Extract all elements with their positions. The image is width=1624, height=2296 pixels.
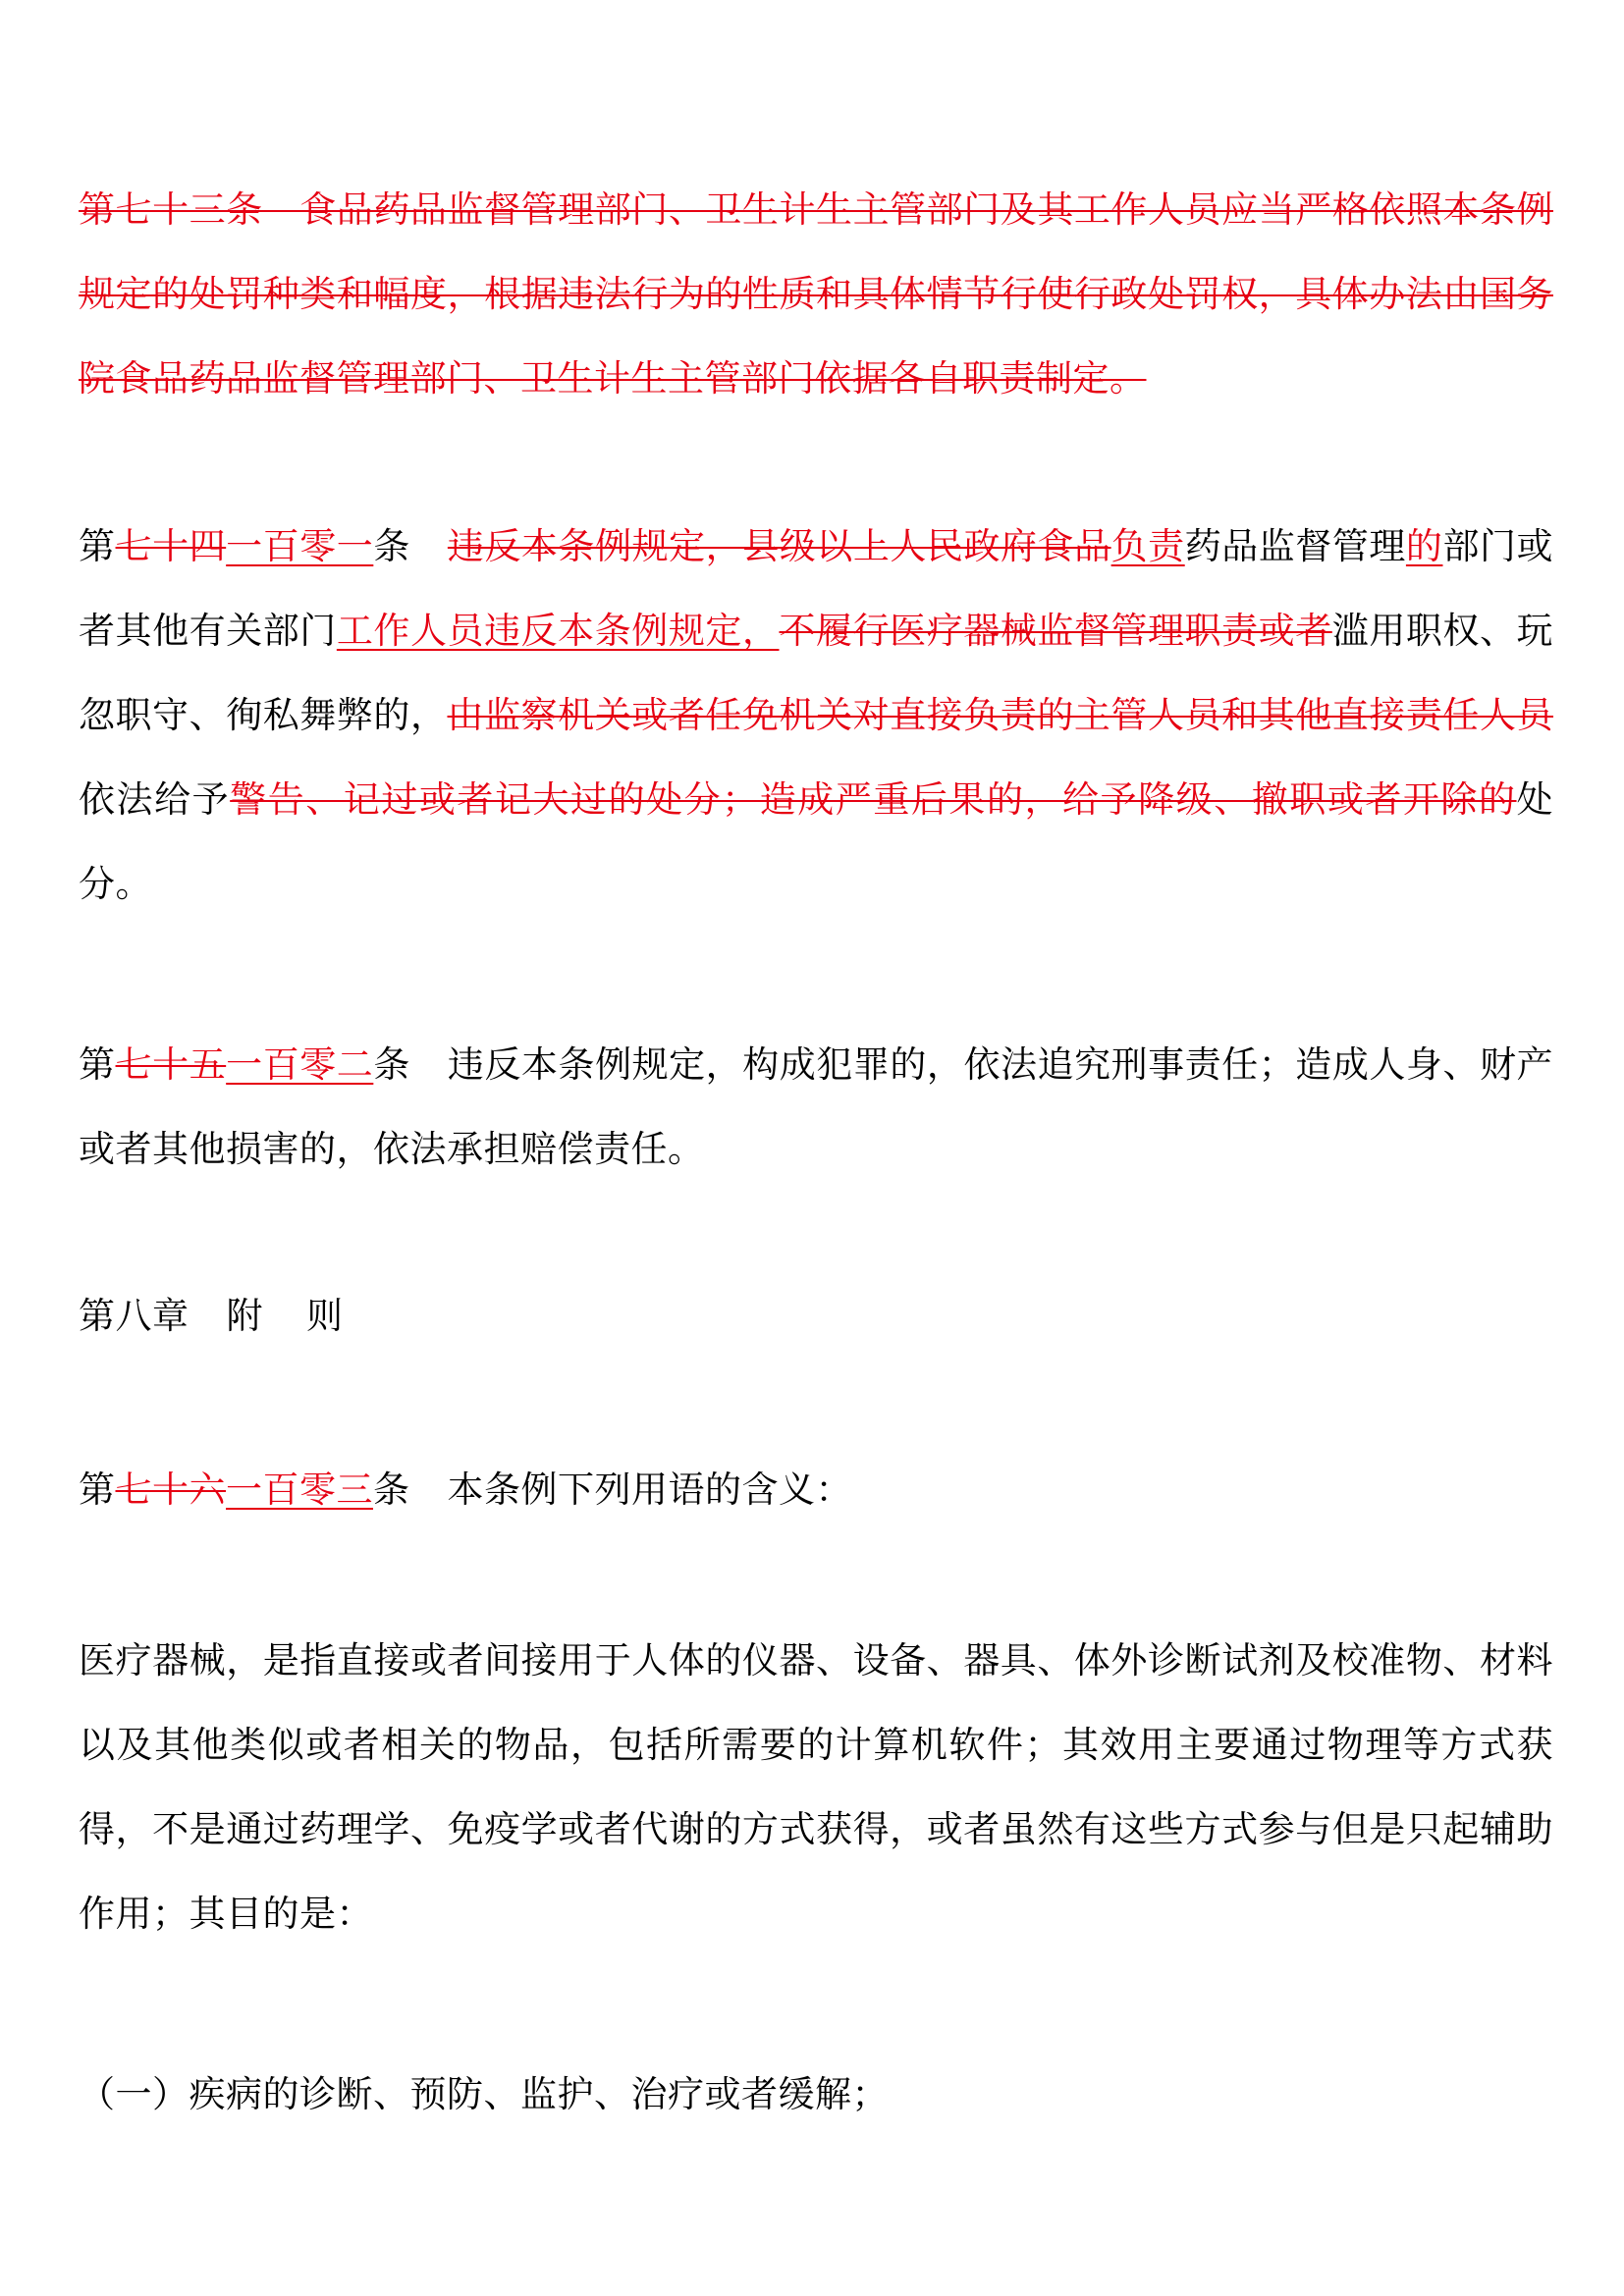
article-74-deleted-2: 不履行医疗器械监督管理职责或者 <box>779 610 1332 652</box>
article-76-prefix: 第 <box>79 1468 116 1511</box>
chapter-8-title-1: 附 <box>226 1295 263 1337</box>
article-74-text-3: 滥用职权、玩忽职守、徇私舞弊的， <box>79 610 1554 736</box>
article-73-paragraph <box>79 168 1553 421</box>
article-76-paragraph <box>79 1448 1553 1532</box>
item-1-text: （一）疾病的诊断、预防、监护、治疗或者缓解； <box>79 2073 889 2115</box>
definition-text: 医疗器械，是指直接或者间接用于人体的仪器、设备、器具、体外诊断试剂及校准物、材料以及其他类似或者相关的物品，包括所需要的计算机软件；其效用主要通过物理等方式获得，不是通过药理学、免疫学或者代谢的方式获得，或者虽然有这些方式参与但是只起辅助作用；其目的是： <box>79 1639 1553 1935</box>
article-75-old-number: 七十五 <box>115 1043 227 1086</box>
article-74-prefix: 第 <box>79 525 116 567</box>
article-74-inserted-3: 工作人员违反本条例规定， <box>336 610 780 652</box>
article-76-new-number: 一百零三 <box>226 1468 373 1511</box>
chapter-8-heading <box>79 1274 1553 1359</box>
article-74-paragraph <box>79 505 1553 927</box>
article-76-suffix: 条 <box>373 1468 410 1511</box>
chapter-8-label: 第八章 <box>79 1295 189 1337</box>
chapter-8-title-2: 则 <box>306 1295 344 1337</box>
article-74-inserted-1: 负责 <box>1110 525 1185 567</box>
article-74-text-1: 药品监督管理 <box>1184 525 1406 567</box>
article-76-body: 本条例下列用语的含义： <box>447 1468 852 1511</box>
article-74-new-number: 一百零一 <box>226 525 374 567</box>
article-75-new-number: 一百零二 <box>226 1043 374 1086</box>
article-74-inserted-2: 的 <box>1405 525 1443 567</box>
article-74-suffix: 条 <box>373 525 410 567</box>
article-75-suffix: 条 <box>373 1043 410 1086</box>
article-75-body: 违反本条例规定，构成犯罪的，依法追究刑事责任；造成人身、财产或者其他损害的，依法承担赔偿责任。 <box>79 1043 1554 1170</box>
article-74-deleted-1: 违反本条例规定，县级以上人民政府食品 <box>447 525 1111 567</box>
article-73-deleted-text: 第七十三条 食品药品监督管理部门、卫生计生主管部门及其工作人员应当严格依照本条例规定的处罚种类和幅度，根据违法行为的性质和具体情节行使行政处罚权，具体办法由国务院食品药品监督管理部门、卫生计生主管部门依据各自职责制定。 <box>79 188 1553 400</box>
article-74-deleted-3: 由监察机关或者任免机关对直接负责的主管人员和其他直接责任人员 <box>447 694 1554 736</box>
article-75-prefix: 第 <box>79 1043 116 1086</box>
article-74-text-2: 部门或者其他有关部门 <box>79 525 1554 652</box>
article-74-text-5: 处分。 <box>79 778 1554 905</box>
article-75-paragraph <box>79 1023 1553 1192</box>
article-76-old-number: 七十六 <box>115 1468 226 1511</box>
article-74-old-number: 七十四 <box>115 525 227 567</box>
article-74-text-4: 依法给予 <box>79 778 231 821</box>
medical-device-definition <box>79 1619 1553 1956</box>
item-1-paragraph <box>79 2053 1553 2137</box>
article-74-deleted-4: 警告、记过或者记大过的处分；造成严重后果的，给予降级、撤职或者开除的 <box>230 778 1517 821</box>
